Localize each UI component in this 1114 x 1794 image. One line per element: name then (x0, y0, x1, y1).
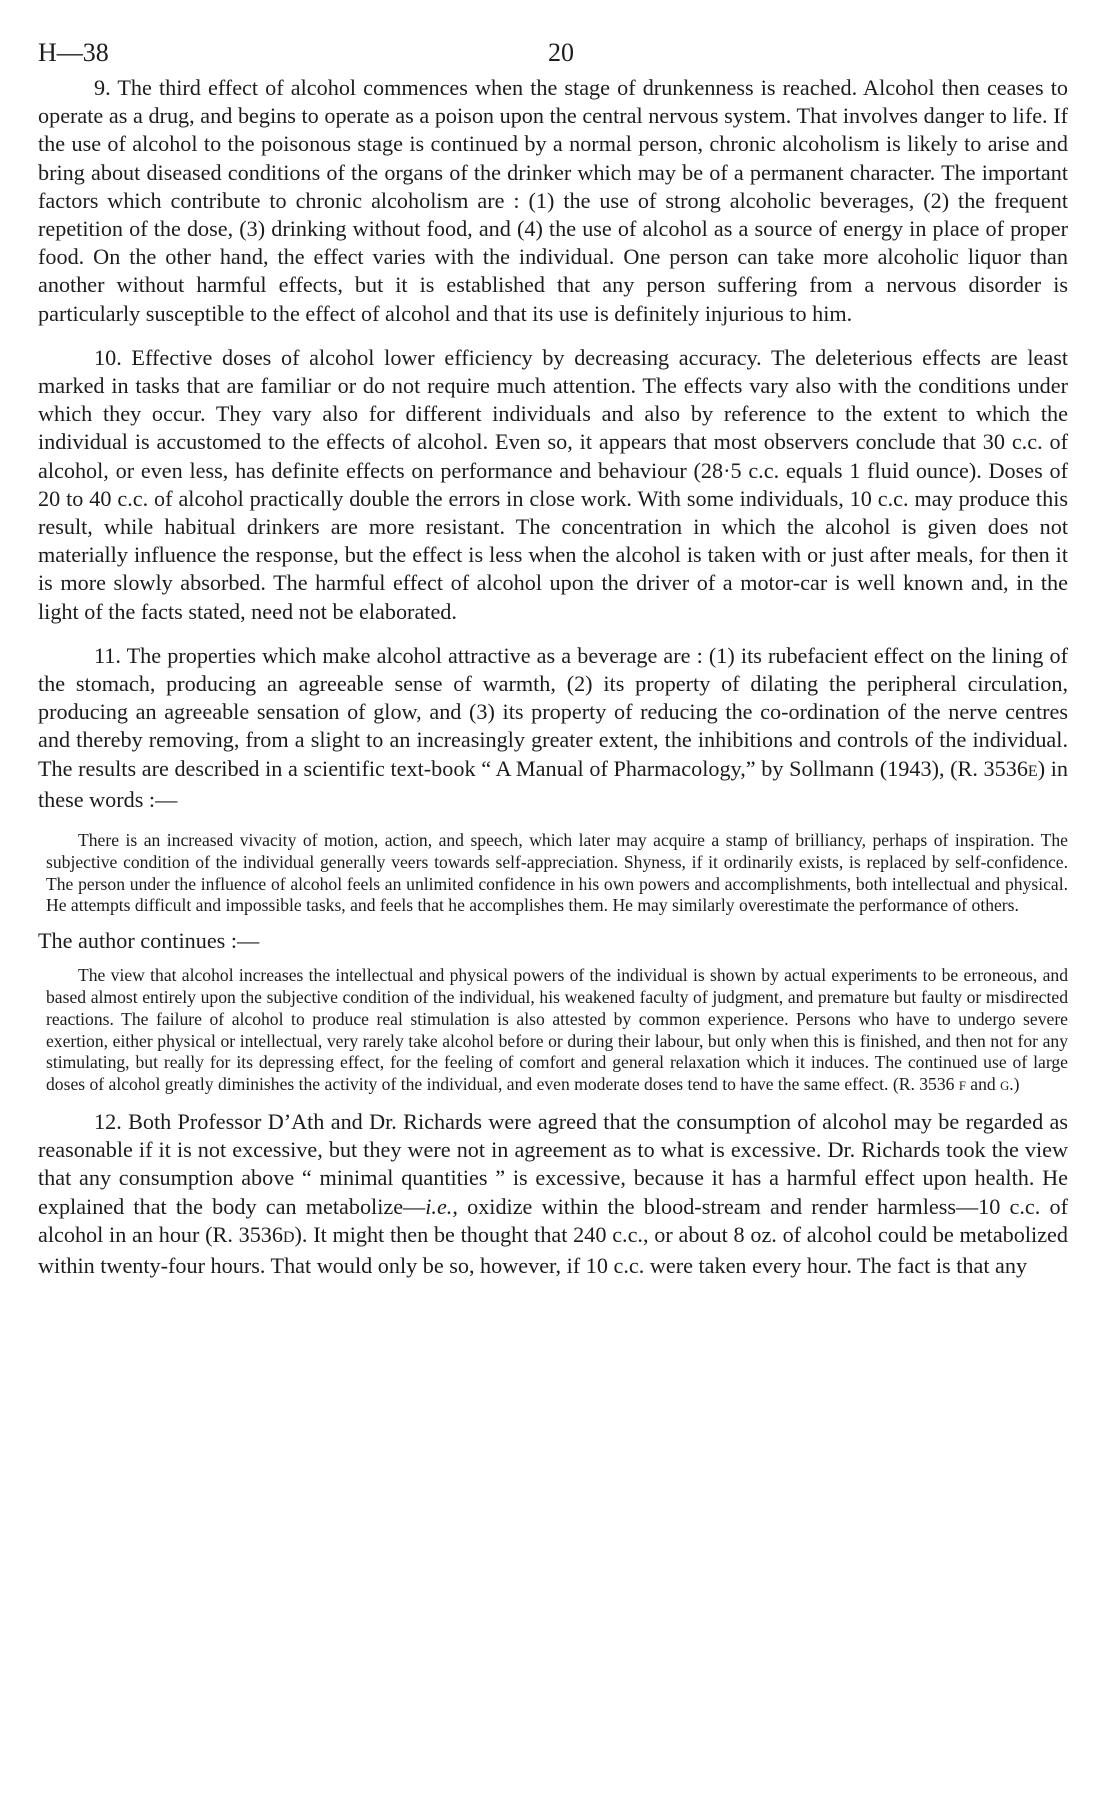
paragraph-11-tail: ) in these words :— (38, 755, 1068, 812)
author-continues-line: The author continues :— (38, 928, 260, 954)
paragraph-9: 9. The third effect of alcohol commences when the stage of drunkenness is reached. Alcohol then ceases to operate as a drug, and begins to operate as a poison upon the central nervous system. That involves danger to life. If the use of alcohol to the poisonous stage is continued by a normal person, chronic alcoholism is likely to arise and bring about diseased conditions of the organs of the drinker which may be of a permanent character. The important factors which contribute to chronic alcoholism are : (1) the use of strong alcoholic beverages, (2) the frequent repetition of the dose, (3) drinking without food, and (4) the use of alcohol as a source of energy in place of proper food. On the other hand, the effect varies with the individual. One person can take more alcoholic liquor than another without harmful effects, but it is established that any person suffering from a nervous disorder is particularly susceptible to the effect of alcohol and that its use is definitely injurious to him. (38, 75, 1068, 326)
reference-letter: E (1027, 762, 1038, 780)
document-page (38, 30, 1068, 1296)
reference-letter-d: D (282, 1228, 295, 1246)
paragraph-11 (38, 642, 1068, 814)
reference-letter-g: G (1000, 1079, 1010, 1094)
ie-abbreviation: i.e. (425, 1193, 453, 1219)
quote-continued-tail: .) (1009, 1074, 1020, 1095)
block-quote-sollmann: There is an increased vivacity of motion, action, and speech, which later may acquire a stamp of brilliancy, perhaps of inspiration. The subjective condition of the individual generally veers towards self-appreciation. Shyness, if it ordinarily exists, is replaced by self-confidence. The person under the influence of alcohol feels an unlimited confidence in his own powers and accomplishments, both intellectual and physical. He attempts difficult and impossible tasks, and feels that he accomplishes them. He may similarly overestimate the performance of others. (46, 830, 1068, 916)
paragraph-10: 10. Effective doses of alcohol lower efficiency by decreasing accuracy. The deleterious effects are least marked in tasks that are familiar or do not require much attention. The effects vary also with the conditions under which they occur. They vary also for different individuals and also by reference to the extent to which the individual is accustomed to the effects of alcohol. Even so, it appears that most observers conclude that 30 c.c. of alcohol, or even less, has definite effects on performance and behaviour (28·5 c.c. equals 1 fluid ounce). Doses of 20 to 40 c.c. of alcohol practically double the errors in close work. With some individuals, 10 c.c. may produce this result, while habitual drinkers are more resistant. The concentration in which the alcohol is given does not materially influence the response, but the effect is less when the alcohol is taken with or just after meals, for then it is more slowly absorbed. The harmful effect of alcohol upon the driver of a motor-car is well known and, in the light of the facts stated, need not be elaborated. (38, 344, 1068, 624)
paragraph-12 (38, 1108, 1068, 1280)
paragraph-11-text: 11. The properties which make alcohol attractive as a beverage are : (1) its rubefacient effect on the lining of the stomach, producing an agreeable sense of warmth, (2) its property of dilating the peripheral circulation, producing an agreeable sensation of glow, and (3) its property of reducing the co-ordination of the nerve centres and thereby removing, from a slight to an increasingly greater extent, the inhibitions and controls of the individual. The results are described in a scientific text-book “ A Manual of Pharmacology,” by Sollmann (1943), (R. 3536 (38, 642, 1068, 781)
quote-continued-text: The view that alcohol increases the intellectual and physical powers of the individual is shown by actual experiments to be erroneous, and based almost entirely upon the subjective condition of the individual, his weakened faculty of judgment, and premature but faulty or misdirected reactions. The failure of alcohol to produce real stimulation is also attested by common experience. Persons who have to undergo severe exertion, either physical or intellectual, very rarely take alcohol before or during their labour, but only when this is finished, and then not for any stimulating, but really for its depressing effect, for the feeling of comfort and general relaxation which it induces. The continued use of large doses of alcohol greatly diminishes the activity of the individual, and even moderate doses tend to have the same effect. (R. 3536 (46, 965, 1068, 1095)
page-header (38, 30, 1068, 74)
paragraph-12-part1: 12. Both Professor D’Ath and Dr. Richards were agreed that the consumption of alcohol may be regarded as reasonable if it is not excessive, but they were not in agreement as to what is excessive. Dr. Richards took the view that any consumption above “ minimal quantities ” is excessive, because it has a harmful effect upon health. He explained that the body can metabolize— (38, 1109, 1068, 1219)
document-reference: H—38 (38, 38, 109, 67)
reference-letter-f: F (958, 1079, 966, 1094)
quote-and: and (965, 1074, 1001, 1095)
paragraph-12-part3: ). It might then be thought that 240 c.c., or about 8 oz. of alcohol could be metabolized within twenty-four hours. That would only be so, however, if 10 c.c. were taken every hour. The fact is that any (38, 1221, 1068, 1279)
paragraph-12-part2: , oxidize within the blood-stream and render harmless—10 c.c. of alcohol in an hour (R. 3536 (38, 1193, 1068, 1247)
block-quote-continued (38, 965, 1068, 1098)
page-number: 20 (548, 38, 574, 67)
